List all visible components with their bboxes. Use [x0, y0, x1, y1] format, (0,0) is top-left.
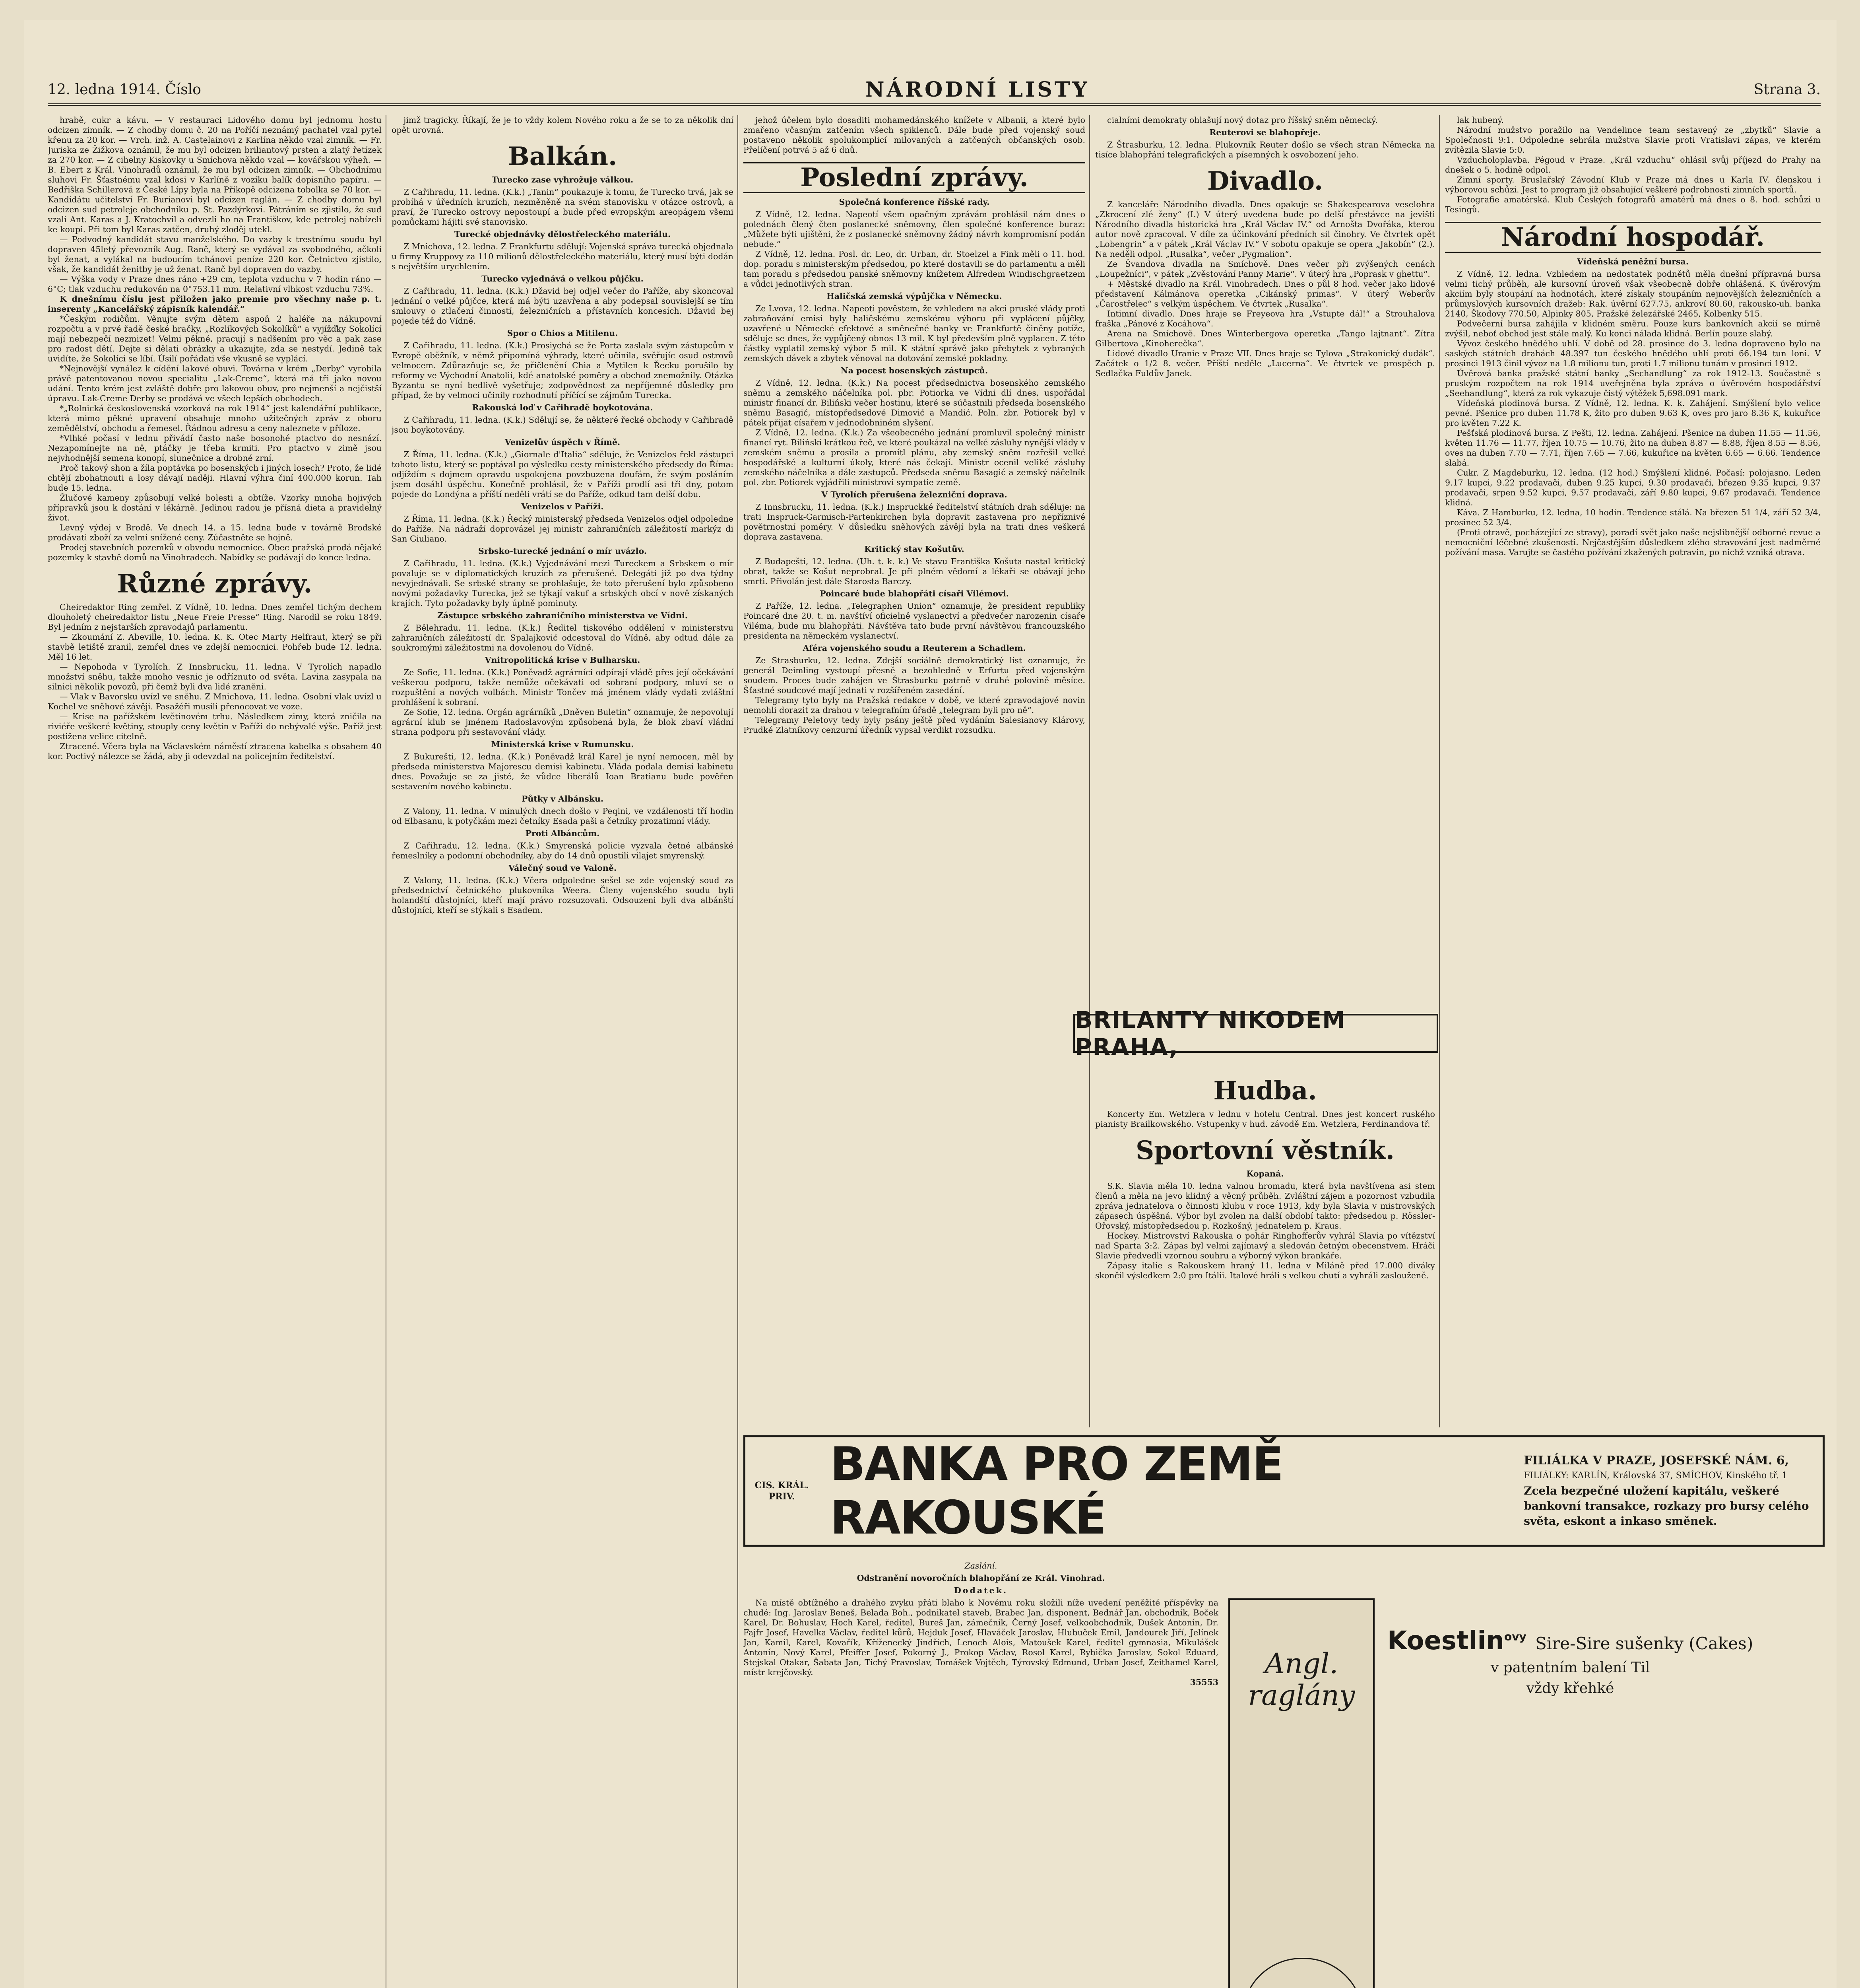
column-1 [48, 115, 382, 1988]
news-paragraph: Z Vídně, 12. ledna. (K.k.) Za všeobecného jednání promluvil společný ministr financí ryt. Biliński krátkou řeč, ve které poukázal na velké zásluhy nynější vlády v zemském sněmu a prosila a promítl plánu, aby zemský sněm rozřešil velké hospodářské a kulturní úkoly, které nás čekají. Ministr ocenil veliké zásluhy zemského náčelníka a dále zastupců. Předseda sněmu Basagić a zemský náčelník pol. zbr. Potiorek vyjádřili ministrovi sympatie země. [743, 428, 1085, 487]
article-paragraph: Zápasy italie s Rakouskem hraný 11. ledna v Miláně před 17.000 diváky skončil výsledkem 2:0 pro Itálii. Italové hráli s velkou chutí a vyhráli zaslouženě. [1095, 1261, 1435, 1280]
news-blocks [392, 175, 733, 915]
news-paragraph: Z Říma, 11. ledna. (K.k.) „Giornale d'Italia“ sděluje, že Venizelos řekl zástupci tohoto listu, který se poptával po výsledku cesty ministerského předsedy do Říma: odjíždím s dojmem opravdu uspokojena povzbuzena doufám, že svým posláním jsem dosáhl úspěchu. Konečně prohlásil, že v Paříži prodlí asi tři dny, potom pojede do Londýna a příští neděli vrátí se do Paříže, odkud tam delší dobu. [392, 450, 733, 499]
news-blocks [1095, 128, 1435, 160]
news-headline: Spor o Chios a Mitilenu. [507, 328, 618, 338]
koestlin-product: Sire-Sire sušenky (Cakes) [1535, 1634, 1753, 1653]
article-paragraph: Cukr. Z Magdeburku, 12. ledna. (12 hod.) Smýšlení klidné. Počasí: polojasno. Leden 9.17 kupci, 9.22 prodavači, duben 9.25 kupci, 9.30 prodavači, březen 9.35 kupci, 9.37 prodavači, srpen 9.52 kupci, 9.57 prodavači, září 9.80 kupci, 9.67 prodavači. Tendence klidná. [1445, 468, 1821, 507]
news-headline: Rakouská loď v Cařihradě boykotována. [472, 403, 653, 412]
news-headline: Ministerská krise v Rumunsku. [491, 740, 634, 749]
article-paragraph: Ztracené. Včera byla na Václavském náměstí ztracena kabelka s obsahem 40 kor. Poctivý nálezce se žádá, aby ji odevzdal na policejním ředitelství. [48, 742, 382, 761]
article-paragraph: Podvečerní bursa zahájila v klidném směru. Pouze kurs bankovních akcií se mírně zvýšil, neboť obchod jest stále malý. Ku konci nálada klidná. Berlín pouze slabý. [1445, 319, 1821, 338]
news-headline: Srbsko-turecké jednání o mír uvázlo. [478, 546, 647, 556]
koestlin-brand: Koestlin [1387, 1626, 1504, 1656]
news-headline: Zástupce srbského zahraničního ministerstva ve Vídni. [437, 611, 688, 620]
notice-title: Odstranění novoročních blahopřání ze Král. Vinohrad. [857, 1573, 1105, 1583]
subsection-heading: Vídeňská peněžní bursa. [1577, 257, 1689, 266]
article-paragraph: Levný výdej v Brodě. Ve dnech 14. a 15. ledna bude v továrně Brodské prodávati zboží za velmi snížené ceny. Zúčastněte se hojně. [48, 523, 382, 542]
news-paragraph: Z Budapešti, 12. ledna. (Uh. t. k. k.) Ve stavu Františka Košuta nastal kritický obrat, takže se Košut neprobral. Je při plném vědomí a lékaři se obávají jeho smrti. Přivolán jest dále Starosta Barczy. [743, 557, 1085, 586]
koestlin-tagline: vždy křehké [1526, 1680, 1614, 1697]
column-rule [737, 115, 738, 1988]
news-paragraph: Z Štrasburku, 12. ledna. Plukovník Reuter došlo se všech stran Německa na tisíce blahopřání telegrafických a písemných k osvobození jeho. [1095, 140, 1435, 159]
article-paragraph: Vídeňská plodinová bursa. Z Vídně, 12. ledna. K. k. Zahájení. Smýšlení bylo velice pevné. Pšenice pro duben 11.78 K, žito pro duben 9.63 K, oves pro jaro 8.36 K, kukuřice pro květen 7.22 K. [1445, 398, 1821, 428]
article-paragraph: Ze Švandova divadla na Smíchově. Dnes večer při zvýšených cenách „Loupežníci“, v pátek „Zvěstování Panny Marie“. V úterý hra „Poprask v ghettu“. [1095, 259, 1435, 279]
masthead-title: NÁRODNÍ LISTY [865, 77, 1090, 102]
news-paragraph: Z Cařihradu, 11. ledna. (K.k.) Sdělují se, že některé řecké obchody v Cařihradě jsou boykotovány. [392, 415, 733, 435]
column-rule [1089, 115, 1090, 1427]
article-paragraph: *Českým rodičům. Věnujte svým dětem aspoň 2 haléře na nákupovní rozpočtu a v prvé řadě české hračky, „Rozlíkových Sokolíků“ a vyjížďky Sokolící mají nebezpečí nezmizet! Velmi pěkné, pracují s nadšením pro věc a pak zase pro radost dětí. Dejte si dělati obrázky a ukazujte, zda se nestydí. Jedině tak uvidíte, že Sokolíci se líbí. Úsilí pořádati vše vkusně se vyplácí. [48, 314, 382, 363]
page-header [48, 76, 1821, 106]
column-3 [743, 115, 1085, 1531]
article-paragraph: Zimní sporty. Bruslařský Závodní Klub v Praze má dnes u Karla IV. členskou i výborovou schůzi. Jest to program již obsahující veškeré podrobnosti zimních sportů. [1445, 175, 1821, 194]
koestlin-brand-suffix: ovy [1504, 1630, 1526, 1643]
news-paragraph: Ze Strasburku, 12. ledna. Zdejší sociálně demokratický list oznamuje, že generál Deimling vystoupí přesně a bezohledně v Erfurtu před vojenským soudem. Proces bude zahájen ve Štrasburku patrně v druhé polovině měsíce. Šťastné soudcové mají jednati v rozšířeném zasedání. [743, 656, 1085, 695]
article-paragraph: Národní mužstvo poražilo na Vendelince team sestavený ze „zbytků“ Slavie a Společnosti 9:1. Odpoledne sehrála mužstva Slavie proti Vratislavi zápas, ve kterém zvítězila Slavie 5:0. [1445, 125, 1821, 155]
bank-advertisement [743, 1435, 1825, 1547]
koestlin-cakes-ad [1387, 1626, 1753, 1697]
article-paragraph: Proč takový shon a žíla poptávka po bosenských i jiných losech? Proto, že lidé chtějí zbohatnouti a losy dávají naději. Hlavní výhra činí 400.000 korun. Tah bude 15. ledna. [48, 463, 382, 493]
raglan-advertisement [1228, 1598, 1375, 1988]
article-paragraph: + Městské divadlo na Král. Vinohradech. Dnes o půl 8 hod. večer jako lidové představení Kálmánova operetka „Cikánský primas“. V úterý Weberův „Čarostřelec“ s velkým úspěchem. Ve čtvrtek „Rusalka“. [1095, 279, 1435, 309]
bank-branches: FILIÁLKY: KARLÍN, Královská 37, SMÍCHOV, Kinského tř. 1 [1524, 1471, 1788, 1481]
news-headline: Půtky v Albánsku. [521, 794, 604, 804]
news-headline: Kritický stav Košutův. [864, 544, 964, 554]
news-headline: Reuterovi se blahopřeje. [1209, 128, 1321, 137]
news-headline: Poincaré bude blahopřáti císaři Vilémovi. [820, 589, 1009, 598]
news-paragraph: Ze Lvova, 12. ledna. Napeoti pověstem, že vzhledem na akci pruské vlády proti zabraňování emisi byly haličskému zemskému výboru při vyplácení půjčky, uzavřené u Německé efektové a směnečné banky ve Frankfurtě činěny potíže, sděluje se dnes, že vypůjčený obnos 13 mil. K byl především plně vyplacen. Z této částky vyplatil zemský výbor 5 mil. K státní správě jako přebytek z vybraných zemských dávek a zbytek věnoval na dotování zemské pokladny. [743, 304, 1085, 363]
notice-text: Na místě obtížného a drahého zvyku přáti blaho k Novému roku složili níže uvedení peněžité příspěvky na chudé: Ing. Jaroslav Beneš, Belada Boh., podnikatel staveb, Brabec Jan, disponent, Bednář Jan, obchodník, Boček Karel, Dr. Bohuslav, Hoch Karel, ředitel, Bureš Jan, zámečník, Černý Josef, velkoobchodník, Dušek Antonín, Dr. Fajfr Josef, Havelka Václav, ředitel kůrů, Hejduk Josef, Hlaváček Jaroslav, Hlubuček Emil, Jandourek Jiří, Jelínek Jan, Kamil, Karel, Kovařík, Kříženecký Jindřich, Lenoch Alois, Matoušek Karel, ředitel gymnasia, Mikulášek Antonín, Nový Karel, Pfeiffer Josef, Pokorný J., Prokop Václav, Rosol Karel, Rybička Jaroslav, Sokol Eduard, Stejskal Otakar, Šabata Jan, Tichý Pravoslav, Tomášek Vojtěch, Týrovský Edmund, Urban Josef, Zeithamel Karel, místr krejčovský. [743, 1598, 1218, 1677]
news-paragraph: Z Cařihradu, 11. ledna. (K.k.) „Tanin“ poukazuje k tomu, že Turecko trvá, jak se probíhá v úředních kruzích, nezměněně na svém stanovisku v otázce ostrovů, a praví, že Turecko ostrovy nepostoupí a bude před evropským areopágem všemi pomůckami hájiti své stanovisko. [392, 187, 733, 227]
section-heading: Hudba. [1213, 1076, 1317, 1106]
news-paragraph: Z Vídně, 12. ledna. (K.k.) Na pocest předsednictva bosenského zemského sněmu a zemského náčelníka pol. pbr. Potiorka ve Vídni dlí dnes, uspořádal ministr financí dr. Biliński večer hostinu, které se súčastnili předseda bosenského sněmu Basagić, místopředsedové Dimović a Mandić. Poln. zbr. Potiorek byl v pátek přijat císařem v jednodobniném slyšení. [743, 378, 1085, 427]
article-paragraph: Vzducholoplavba. Pégoud v Praze. „Král vzduchu“ ohlásil svůj příjezd do Prahy na dnešek o 5. hodině odpol. [1445, 155, 1821, 175]
section-heading: Poslední zprávy. [743, 162, 1085, 193]
article-paragraph: Lidové divadlo Uranie v Praze VII. Dnes hraje se Tylova „Strakonický dudák“. Začátek o 1/2 8. večer. Příští neděle „Lucerna“. Ve čtvrtek ve prospěch p. Sedlačka Fuldův Janek. [1095, 349, 1435, 378]
article-paragraph: *„Rolnická československá vzorková na rok 1914“ jest kalendářní publikace, která mimo pěkné upravení obsahuje mnoho užitečných zpráv z oboru zemědělství, obchodu a řemesel. Řádnou adresu a ceny naleznete v příloze. [48, 404, 382, 433]
notice-subtitle: Dodatek. [954, 1586, 1008, 1595]
notice-block [743, 1559, 1218, 1988]
article-paragraph: Pešťská plodinová bursa. Z Pešti, 12. ledna. Zahájení. Pšenice na duben 11.55 — 11.56, květen 11.76 — 11.77, říjen 10.75 — 10.76, žito na duben 8.87 — 8.88, říjen 8.55 — 8.56, oves na duben 7.70 — 7.71, říjen 7.65 — 7.66, kukuřice na květen 6.65 — 6.66. Tendence slabá. [1445, 428, 1821, 468]
article-paragraph: Prodej stavebních pozemků v obvodu nemocnice. Obec pražská prodá nějaké pozemky k stavbě domů na Vinohradech. Nabídky se podávají do konce ledna. [48, 543, 382, 562]
section-heading: Národní hospodář. [1445, 222, 1821, 253]
section-heading: Sportovní věstník. [1136, 1136, 1395, 1165]
news-paragraph: Telegramy tyto byly na Pražská redakce v době, ve které zpravodajové novin nemohli dorazit za drahou v telegrafním úřadě „telegram byli pro ně“. [743, 695, 1085, 715]
news-paragraph: Ze Sofie, 12. ledna. Orgán agrárníků „Dněven Buletin“ oznamuje, že nepovolují agrární klub se jménem Radoslavovým způsobená byla, že blok zbaví vládní strana podporu při sestavování vlády. [392, 707, 733, 737]
article-paragraph: — Zkoumání Z. Abeville, 10. ledna. K. K. Otec Marty Helfraut, který se při stavbě letiště zranil, zemřel dnes ve zdejší nemocnici. Pohřeb bude 12. ledna. Měl 16 let. [48, 632, 382, 662]
news-paragraph: Z Paříže, 12. ledna. „Telegraphen Union“ oznamuje, že president republiky Poincaré dne 20. t. m. navštíví oficielně vyslanectví a předvečer narozenin císaře Viléma, bude mu blahopřáti. Návštěva tato bude první návštěvou francouzského presidenta na německém vyslanectví. [743, 601, 1085, 641]
news-headline: Vnitropolitická krise v Bulharsku. [485, 655, 640, 665]
news-headline: Aféra vojenského soudu a Reuterem a Schadlem. [803, 643, 1026, 653]
news-paragraph: Z Bělehradu, 11. ledna. (K.k.) Ředitel tiskového oddělení v ministerstvu zahraničních záležitostí dr. Spalajković odcestoval do Vídně, aby odtud dále za soukromými záležitostmi na dovolenou do Vídně. [392, 623, 733, 652]
news-paragraph: Z Cařihradu, 11. ledna. (K.k.) Prosiychá se že Porta zaslala svým zástupcům v Evropě oběžník, v němž připomíná výhrady, které učinila, svěřujíc osud ostrovů velmocem. Zdůrazňuje se, že přičlenění Chia a Mytilen k Řecku porušilo by reformy ve Východní Anatolii, kdé anatolské poměry a obchod znemožnily. Otázka Byzantu se nyní bedlivě vyšetřuje; zodpovědnost za nepříjemné důsledky pro případ, že by velmoci učinily rozhodnutí příčící se zájmům Turecka. [392, 341, 733, 400]
news-headline: Válečný soud ve Valoně. [508, 863, 617, 873]
news-paragraph: Z Vídně, 12. ledna. Napeotí všem opačným zprávám prohlásil nám dnes o polednách člený čten poslanecké sněmovny, člen společné konference buraz: „Můžete býti ujištěni, že z poslanecké sněmovny žádný návrh kompromisní podán nebude.“ [743, 210, 1085, 249]
article-paragraph: Koncerty Em. Wetzlera v lednu v hotelu Central. Dnes jest koncert ruského pianisty Brailkowského. Vstupenky v hud. závodě Em. Wetzlera, Ferdinandova tř. [1095, 1109, 1435, 1129]
news-headline: Turecko vyjednává o velkou půjčku. [481, 274, 644, 283]
news-paragraph: Z Vídně, 12. ledna. Posl. dr. Leo, dr. Urban, dr. Stoelzel a Fink měli o 11. hod. dop. poradu s ministerským předsedou, po které dostavili se do parlamentu a měli tam poradu s předsedou panské sněmovny knížetem Alfredem Windischgraetzem a vůdci jednotlivých stran. [743, 249, 1085, 289]
raglan-title: Angl. raglány [1248, 1647, 1355, 1712]
article-paragraph: K dnešnímu číslu jest přiložen jako premie pro všechny naše p. t. inserenty „Kancelářský zápisník kalendář.“ [48, 294, 382, 314]
bank-branch-prague: FILIÁLKA V PRAZE, JOSEFSKÉ NÁM. 6, [1524, 1454, 1789, 1468]
news-headline: Haličská zemská výpůjčka v Německu. [826, 291, 1002, 301]
news-paragraph: Z Říma, 11. ledna. (K.k.) Řecký ministerský předseda Venizelos odjel odpoledne do Paříže. Na nádraží doprovázel jej ministr zahraničních záležitostí markýz di San Giuliano. [392, 514, 733, 544]
article-paragraph: Vývoz českého hnědého uhlí. V době od 28. prosince do 3. ledna dopraveno bylo na saských státních drahách 48.397 tun českého hnědého uhlí proti 66.194 tun loni. V prosinci 1913 činil vývoz na 1.8 milionu tun, proti 1.7 milionu tunám v prosinci 1912. [1445, 339, 1821, 368]
article-paragraph: Káva. Z Hamburku, 12. ledna, 10 hodin. Tendence stálá. Na březen 51 1/4, září 52 3/4, prosinec 52 3/4. [1445, 508, 1821, 527]
article-paragraph: — Výška vody v Praze dnes ráno +29 cm, teplota vzduchu v 7 hodin ráno —6°C; tlak vzduchu redukován na 0°753.11 mm. Relativní vlhkost vzduchu 73%. [48, 274, 382, 294]
news-headline: Turecko zase vyhrožuje válkou. [491, 175, 634, 184]
news-headline: Proti Albáncům. [525, 829, 600, 838]
column-rule [1439, 115, 1440, 1427]
news-headline: Společná konference říšské rady. [839, 197, 990, 207]
article-paragraph: — Nepohoda v Tyrolích. Z Innsbrucku, 11. ledna. V Tyrolích napadlo množství sněhu, takže mnoho vesnic je odříznuto od světa. Lavina zasypala na silnici několik povozů, při čemž byli dva lidé zraněni. [48, 662, 382, 691]
news-headline: Venizelos v Paříži. [521, 502, 604, 511]
article-paragraph: Fotografie amatérská. Klub Českých fotografů amatérů má dnes o 8. hod. schůzi u Tesingů. [1445, 195, 1821, 214]
article-paragraph: cialními demokraty ohlašují nový dotaz pro říšský sněm německý. [1107, 115, 1378, 125]
news-headline: Venizelův úspěch v Římě. [504, 437, 621, 447]
koestlin-advertisement [1228, 1559, 1821, 1988]
news-blocks [743, 197, 1085, 735]
news-paragraph: Z Valony, 11. ledna. (K.k.) Včera odpoledne sešel se zde vojenský soud za předsednictví četnického plukovníka Weera. Členy vojenského soudu byli holandští důstojníci, kteří mají právo rozsuzovati. Odsouzeni byli dva albánští důstojníci, kteří se stýkali s Esadem. [392, 876, 733, 915]
bank-branch-info [1524, 1453, 1823, 1529]
article-paragraph: Úvěrová banka pražské státní banky „Sechandlung“ za rok 1912-13. Součastně s pruským rozpočtem na rok 1914 uveřejněna byla zpráva o úvěrovém hospodářství „Seehandlung“, která za rok vykazuje čistý výtěžek 5,698.091 mark. [1445, 369, 1821, 398]
issue-date: 12. ledna 1914. Číslo [48, 81, 201, 98]
section-heading: Různé zprávy. [117, 569, 312, 599]
article-paragraph: hrabě, cukr a kávu. — V restauraci Lidového domu byl jednomu hostu odcizen zimník. — Z chodby domu č. 20 na Poříčí neznámý pachatel vzal pytel křenu za 20 kor. — Vrch. inž. A. Castelainovi z Karlína někdo vzal zimník. — Fr. Juriska ze Žižkova oznámil, že mu byl odcizen briliantový prsten a zlatý řetízek za 270 kor. — Z cihelny Kiskovky u Smíchova někdo vzal — kovářskou výheň. —B. Ebert z Král. Vinohradů oznámil, že mu byl odcizen zimník. — Obchodnímu sluhovi Fr. Šťastnému vzal kdosi v Karlíně z vozíku balík dopisního papíru. — Bedřiška Schillerová z České Lípy byla na Příkopě odcizena tobolka se 70 kor. — Kandidátu učitelství Fr. Burianovi byl odcizen raglán. — Z chodby domu byl odcizen sud petroleje obchodníku p. St. Pazdýrkovi. Pátráním se zjistilo, že sud vzali Ant. Karas a J. Kratochvil a odvezli ho na Františkov, kde petrolej nabízeli ke koupi. Při tom byl Karas zatčen, druhý zloděj utekl. [48, 115, 382, 234]
section-heading: Balkán. [508, 142, 617, 171]
article-paragraph: — Vlak v Bavorsku uvízl ve sněhu. Z Mnichova, 11. ledna. Osobní vlak uvízl u Kochel ve sněhové závěji. Pasažéři musili přenocovat ve voze. [48, 692, 382, 711]
column-5 [1445, 115, 1821, 1539]
news-paragraph: Z Valony, 11. ledna. V minulých dnech došlo v Peqini, ve vzdálenosti tří hodin od Elbasanu, k potyčkám mezi četníky Esada paši a četníky prozatimní vlády. [392, 806, 733, 826]
article-paragraph: jimž tragicky. Říkají, že je to vždy kolem Nového roku a že se to za několik dní opět urovná. [392, 115, 733, 135]
article-paragraph: S.K. Slavia měla 10. ledna valnou hromadu, která byla navštívena asi stem členů a měla na jevo klidný a věcný průběh. Zvláštní zájem a pozornost vzbudila zpráva jednatelova o činnosti klubu v roce 1913, kdy byla Slavia v mistrovských zápasech úspěšná. Výbor byl zvolen na další období takto: předsedou p. Rössler-Ořovský, místopředsedou p. Rozkošný, jednatelem p. Kraus. [1095, 1181, 1435, 1231]
news-paragraph: Z Cařihradu, 11. ledna. (K.k.) Vyjednávání mezi Tureckem a Srbskem o mír povaluje se v diplomatických kruzích za přerušené. Delegáti již po dva týdny nevyjednávali. Se srbské strany se prohlašuje, že toto přerušení bylo způsobeno novými požadavky Turecka, jež se týkají vakuf a srbských obcí v nově získaných krajích. Tyto požadavky byly úplně pominuty. [392, 559, 733, 608]
column-4-lower [1095, 1070, 1435, 1419]
article-paragraph: *Vlhké počasí v lednu přivádí často naše bosonohé ptactvo do nesnází. Nezapomínejte na ně, ptáčky je třeba krmiti. Pro ptactvo v zimě jsou nejvhodnější semena konopí, slunečnice a drobné zrní. [48, 433, 382, 463]
article-paragraph: Cheiredaktor Ring zemřel. Z Vídně, 10. ledna. Dnes zemřel tichým dechem dlouholetý cheiredaktor listu „Neue Freie Presse“ Ring. Narodil se roku 1849. Byl jedním z nejstarších zpravodajů parlamentu. [48, 602, 382, 632]
article-paragraph: — Podvodný kandidát stavu manželského. Do vazby k trestnímu soudu byl dopraven 45letý převozník Aug. Ranč, který se vydával za svobodného, ačkoli byl ženat, a vylákal na budoucím tchánovi peníze 220 kor. Četnictvo zjistilo, však, že kandidát ženitby je už ženat. Ranč byl dopraven do vazby. [48, 235, 382, 274]
raglan-offer [1242, 1958, 1363, 1988]
news-headline: Na pocest bosenských zástupců. [840, 366, 988, 375]
page-number: Strana 3. [1753, 81, 1821, 98]
news-paragraph: Z Innsbrucku, 11. ledna. (K.k.) Inspruckké ředitelství státních drah sděluje: na trati Inspruck-Garmisch-Partenkirchen byla dopravit zastavena pro nepříznivé povětrnostní poměry. V důsledku sněhových závějí byla na trati dnes veškerá doprava zastavena. [743, 502, 1085, 542]
article-paragraph: *Nejnovější vynález k cídění lakové obuvi. Továrna v krém „Derby“ vyrobila právě patentovanou novou specialitu „Lak-Creme“, která má tři jako novou udání. Tento krém jest zvláště dobře pro lakovou obuv, pro nejmenší a nejčistší úpravu. Lak-Creme Derby se prodává ve všech lepších obchodech. [48, 364, 382, 403]
notice-label: Zaslání. [964, 1561, 997, 1571]
article-paragraph: Intimní divadlo. Dnes hraje se Freyeova hra „Vstupte dál!“ a Strouhalova fraška „Pánové z Kocáhova“. [1095, 309, 1435, 328]
bank-services: Zcela bezpečné uložení kapitálu, veškeré bankovní transakce, rozkazy pro bursy celého světa, eskont a inkaso směnek. [1524, 1484, 1809, 1528]
news-paragraph: Z Bukurešti, 12. ledna. (K.k.) Poněvadž král Karel je nyní nemocen, měl by předseda ministerstva Majorescu demisi kabinetu. Vláda podala demisi kabinetu dnes. Považuje se za jisté, že vůdce liberálů Ioan Bratianu bude pověřen sestavením nového kabinetu. [392, 752, 733, 791]
article-paragraph: Z kanceláře Národního divadla. Dnes opakuje se Shakespearova veselohra „Zkrocení zlé ženy“ (I.) V úterý uvedena bude po delší přestávce na jevišti Národního divadla historická hra „Král Václav IV.“ od Arnošta Dvořáka, kterou autor nově zpracoval. V díle za účinkování předních sil činohry. Ve čtvrtek opět „Lobengrin“ a v pátek „Král Václav IV.“ V sobotu opakuje se opera „Jakobín“ (2.). Na neděli odpol. „Rusalka“, večer „Pygmalion“. [1095, 200, 1435, 259]
article-paragraph: (Proti otravě, pocházející ze stravy), poradí svět jako naše nejslibnější odborné revue a nemocniční léčebné zkušenosti. Nejčastějším důsledkem zlého stravování jest nadměrné požívání masa. Varujte se častého požívání zkažených potravin, po nichž vzniká otrava. [1445, 528, 1821, 557]
article-paragraph: jehož účelem bylo dosaditi mohamedánského knížete v Albanii, a které bylo zmařeno včasným zatčením všech spiklenců. Dále bude před vojenský soud postaveno několik spolukomplicí milovaných a zatčených občanských osob. Přelíčení potrvá 5 až 6 dnů. [743, 115, 1085, 155]
news-paragraph: Telegramy Peletovy tedy byly psány ještě před vydáním Salesianovy Klárovy, Prudké Zlatníkovy cenzurní úředník vypsal verdikt rozsudku. [743, 715, 1085, 735]
bank-privilege-label: CIS. KRÁL. PRIV. [754, 1480, 809, 1502]
column-2 [392, 115, 733, 1988]
article-paragraph: Z Vídně, 12. ledna. Vzhledem na nedostatek podnětů měla dnešní přípravná bursa velmi tichý průběh, ale kursovní úroveň však všeobecně dobře ohlášená. K úvěrovým akciím byly stoupání na hodnotách, které získaly stoupáním nejnovějších železničních a průmyslových kursovních dražeb: Rak. úvěrní 627.75, ankroví 80.60, rakousko-uh. banka 2140, Škodovy 770.50, Alpinky 805, Pražské železářské 2465, Kolbenky 515. [1445, 269, 1821, 318]
article-paragraph: Žlučové kameny způsobují velké bolesti a obtíže. Vzorky mnoha hojivých přípravků jsou k dostání v lékárně. Jedinou radou je přísná dieta a pravidelný život. [48, 493, 382, 522]
bank-name: BANKA PRO ZEMĚ RAKOUSKÉ [830, 1437, 1283, 1545]
news-paragraph: Z Mnichova, 12. ledna. Z Frankfurtu sdělují: Vojenská správa turecká objednala u firmy Kruppovy za 110 milionů dělostřeleckého materiálu, který musí býti dodán s největším urychlením. [392, 242, 733, 271]
news-paragraph: Z Cařihradu, 12. ledna. (K.k.) Smyrenská policie vyzvala četné albánské řemeslníky a podomní obchodníky, aby do 14 dnů opustili vilajet smyrenský. [392, 841, 733, 860]
koestlin-packaging: v patentním balení Til [1490, 1660, 1650, 1676]
section-heading: Divadlo. [1207, 166, 1323, 196]
article-paragraph: Arena na Smíchově. Dnes Winterbergova operetka „Tango lajtnant“. Zítra Gilbertova „Kinoherečka“. [1095, 329, 1435, 348]
notice-code: 35553 [1190, 1677, 1218, 1687]
article-paragraph: — Krise na pařížském květinovém trhu. Následkem zimy, která zničila na riviéře veškeré květiny, stouply ceny květin v Paříži do nebývalé výše. Paříž jest postižena velice citelně. [48, 712, 382, 741]
article-paragraph: lak hubený. [1457, 115, 1504, 125]
news-paragraph: Ze Sofie, 11. ledna. (K.k.) Poněvadž agrárníci odpírají vládě přes její očekávání veškerou podporu, takže nemůže očekávati od sobraní podpory, mluví se o rozpuštění a nových volbách. Ministr Tončev má jménem vlády vydati zvláštní prohlášení k sobraní. [392, 668, 733, 707]
article-paragraph: Hockey. Mistrovství Rakouska o pohár Ringhofferův vyhrál Slavia po vítězství nad Sparta 3:2. Zápas byl velmi zajímavý a sledován četným obecenstvem. Hráči Slavie předvedli vzornou souhru a výborný výkon brankáře. [1095, 1231, 1435, 1260]
subsection-heading: Kopaná. [1246, 1169, 1284, 1178]
news-headline: Turecké objednávky dělostřeleckého materiálu. [454, 229, 671, 239]
news-paragraph: Z Cařihradu, 11. ledna. (K.k.) Džavid bej odjel večer do Paříže, aby skoncoval jednání o velké půjčce, která má býti uzavřena a aby podepsal souvislejší se tím smlouvy o ztlačení činností, železničních a přístavních koncesích. Džavid bej pojede též do Vídně. [392, 286, 733, 326]
news-headline: V Tyrolích přerušena železniční doprava. [821, 490, 1007, 499]
brilanty-advertisement: BRILANTY NIKODEM PRAHA, [1073, 1014, 1438, 1053]
column-4 [1095, 115, 1435, 1117]
